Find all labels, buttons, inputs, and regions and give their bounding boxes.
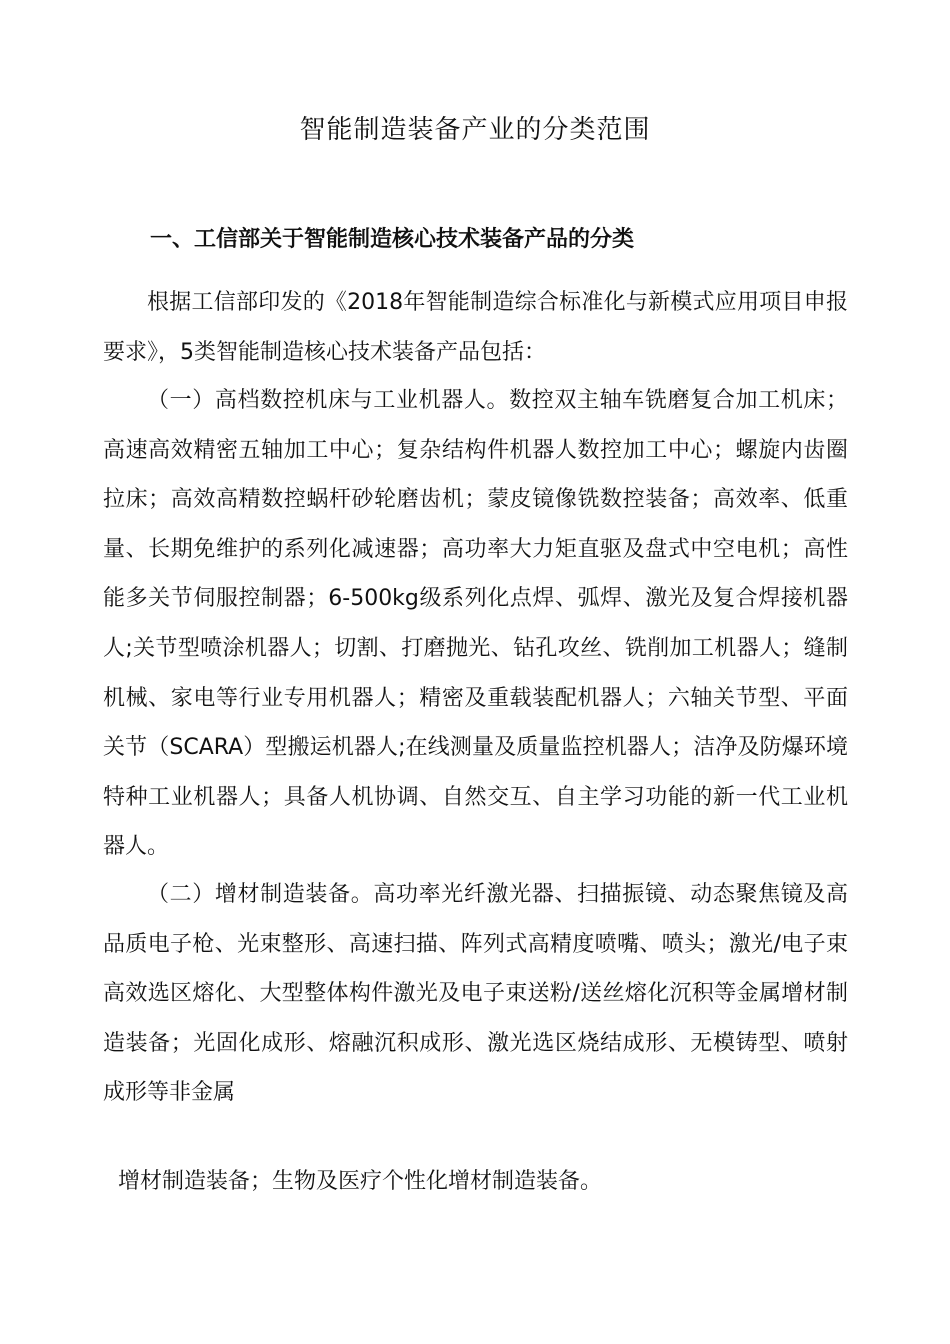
paragraph-additive-manufacturing: （二）增材制造装备。高功率光纤激光器、扫描振镜、动态聚焦镜及高品质电子枪、光束整形、高速扫描、阵列式高精度喷嘴、喷头；激光/电子束高效选区熔化、大型整体构件激光及电子束送粉/送丝熔化沉积等金属增材制造装备；光固化成形、熔融沉积成形、激光选区烧结成形、无模铸型、喷射成形等非金属 xyxy=(103,882,848,1106)
paragraph-trailing: 增材制造装备；生物及医疗个性化增材制造装备。 xyxy=(118,1169,603,1194)
document-title: 智能制造装备产业的分类范围 xyxy=(299,115,651,145)
paragraph-machine-tools-robots: （一）高档数控机床与工业机器人。数控双主轴车铣磨复合加工机床；高速高效精密五轴加工中心；复杂结构件机器人数控加工中心；螺旋内齿圈拉床；高效高精数控蜗杆砂轮磨齿机；蒙皮镜像铣数控装备；高效率、低重量、长期免维护的系列化减速器；高功率大力矩直驱及盘式中空电机；高性能多关节伺服控制器；6-500kg级系列化点焊、弧焊、激光及复合焊接机器人;关节型喷涂机器人；切割、打磨抛光、钻孔攻丝、铣削加工机器人；缝制机械、家电等行业专用机器人；精密及重载装配机器人；六轴关节型、平面关节（SCARA）型搬运机器人;在线测量及质量监控机器人；洁净及防爆环境特种工业机器人；具备人机协调、自然交互、自主学习功能的新一代工业机器人。 xyxy=(103,388,848,860)
paragraph-intro: 根据工信部印发的《2018年智能制造综合标准化与新模式应用项目申报要求》，5类智能制造核心技术装备产品包括： xyxy=(103,290,848,365)
section-heading: 一、工信部关于智能制造核心技术装备产品的分类 xyxy=(150,227,635,252)
